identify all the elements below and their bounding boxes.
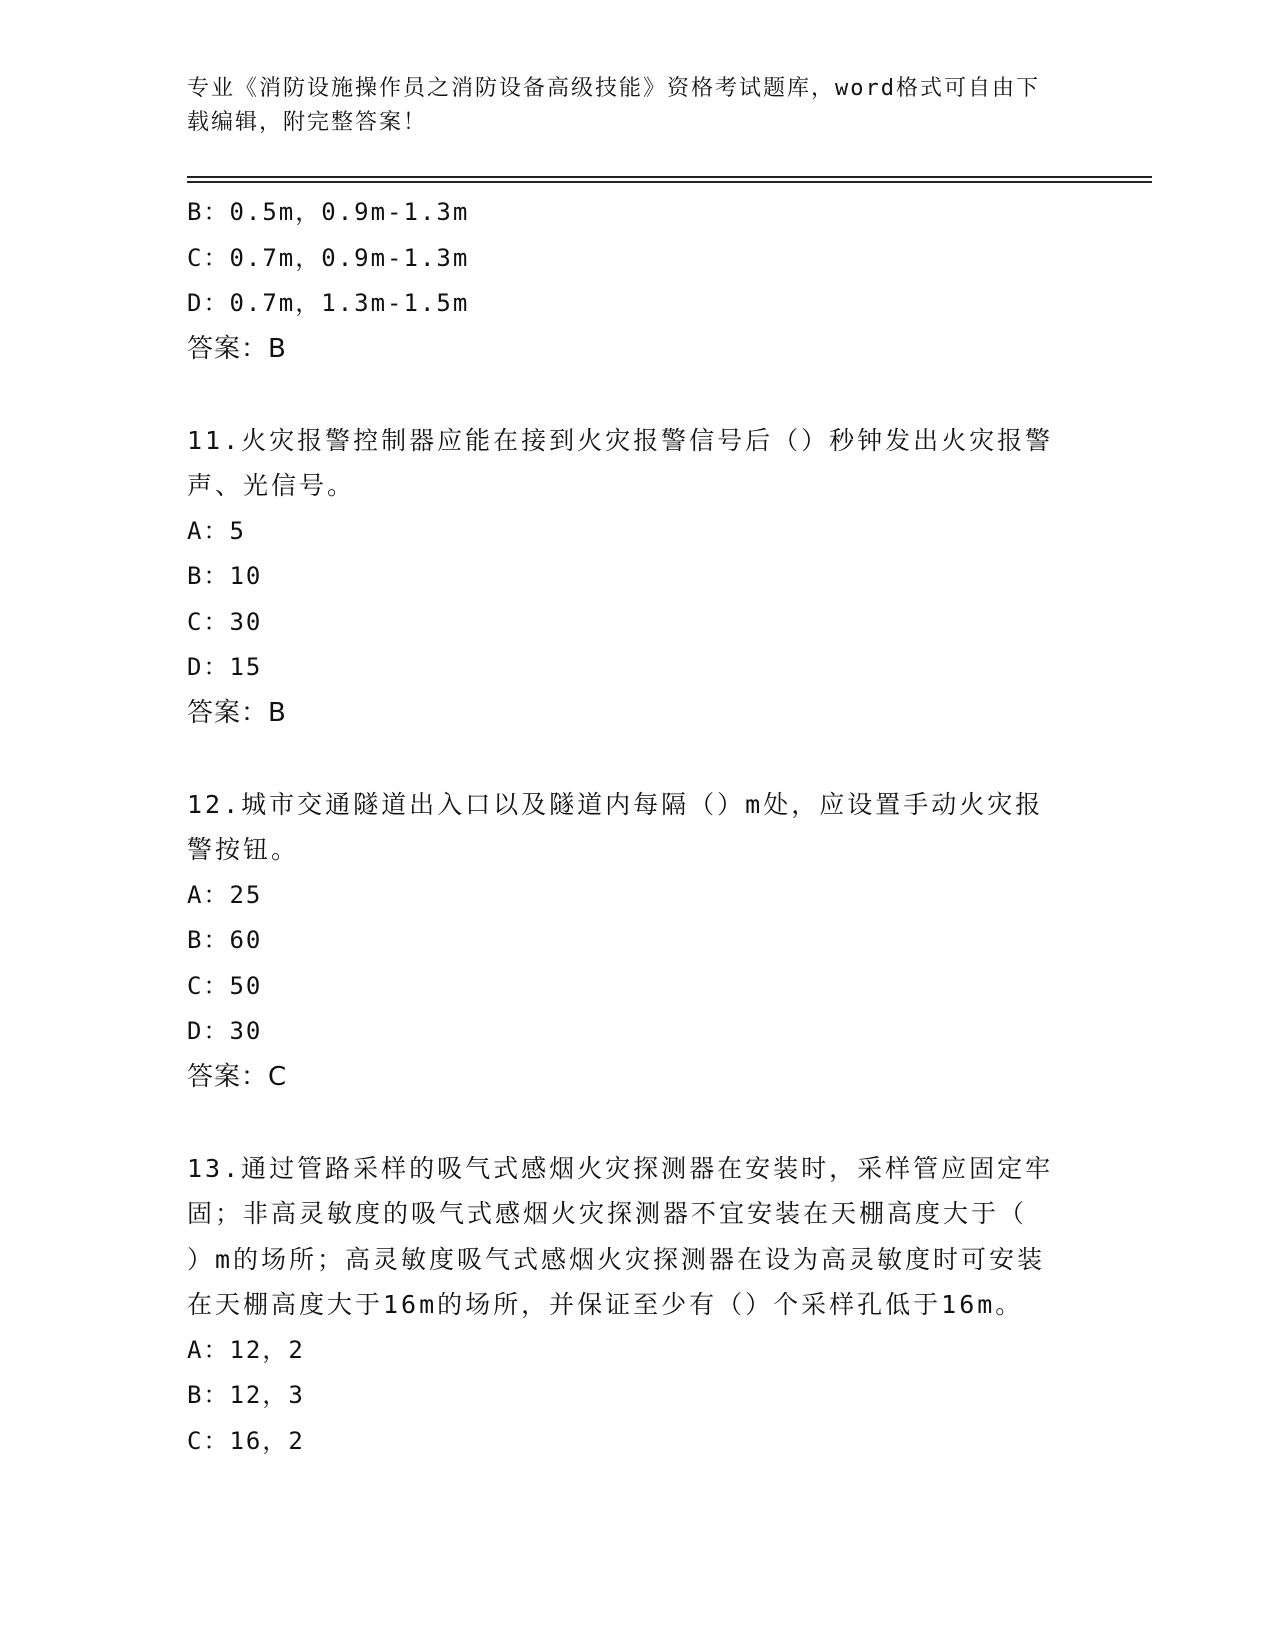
- question-text-line: 在天棚高度大于16m的场所，并保证至少有（）个采样孔低于16m。: [187, 1290, 1024, 1319]
- answer-line: 答案：B: [187, 333, 287, 364]
- option-d: D：30: [187, 1017, 263, 1045]
- header-line-1: 专业《消防设施操作员之消防设备高级技能》资格考试题库，word格式可自由下: [187, 76, 1040, 101]
- spacer: [187, 1100, 1087, 1146]
- question-text-line: 13.通过管路采样的吸气式感烟火灾探测器在安装时，采样管应固定牢: [187, 1153, 1054, 1183]
- header-line-2: 载编辑，附完整答案！: [187, 110, 428, 135]
- question-text-line: 声、光信号。: [187, 471, 356, 500]
- option-b: B：12，3: [187, 1381, 305, 1409]
- option-c: C：50: [187, 971, 263, 1000]
- option-c: C：16，2: [187, 1426, 305, 1455]
- previous-question-block: [187, 190, 1087, 372]
- question-text-line: ）m的场所；高灵敏度吸气式感烟火灾探测器在设为高灵敏度时可安装: [187, 1244, 1046, 1274]
- question-13-block: [187, 1146, 1087, 1465]
- question-content: [187, 190, 1087, 1464]
- option-a: A：5: [187, 516, 246, 545]
- question-text-line: 警按钮。: [187, 835, 300, 864]
- question-11-block: [187, 418, 1087, 737]
- header-divider-top: [187, 176, 1152, 178]
- question-text-line: 固；非高灵敏度的吸气式感烟火灾探测器不宜安装在天棚高度大于（: [187, 1199, 1028, 1228]
- answer-line: 答案：B: [187, 697, 287, 728]
- spacer: [187, 372, 1087, 418]
- option-c: C：30: [187, 607, 263, 636]
- question-12-block: [187, 782, 1087, 1101]
- header-divider-bottom: [187, 181, 1152, 183]
- spacer: [187, 736, 1087, 782]
- option-a: A：12，2: [187, 1335, 305, 1364]
- option-c: C：0.7m，0.9m-1.3m: [187, 243, 470, 272]
- option-d: D：0.7m，1.3m-1.5m: [187, 289, 470, 317]
- option-d: D：15: [187, 653, 263, 681]
- option-a: A：25: [187, 880, 263, 909]
- option-b: B：10: [187, 562, 263, 590]
- answer-line: 答案：C: [187, 1061, 288, 1092]
- document-header: [187, 72, 1067, 140]
- question-text-line: 12.城市交通隧道出入口以及隧道内每隔（）m处，应设置手动火灾报: [187, 789, 1044, 819]
- option-b: B：60: [187, 926, 263, 954]
- question-text-line: 11.火灾报警控制器应能在接到火灾报警信号后（）秒钟发出火灾报警: [187, 425, 1054, 455]
- option-b: B：0.5m，0.9m-1.3m: [187, 198, 470, 226]
